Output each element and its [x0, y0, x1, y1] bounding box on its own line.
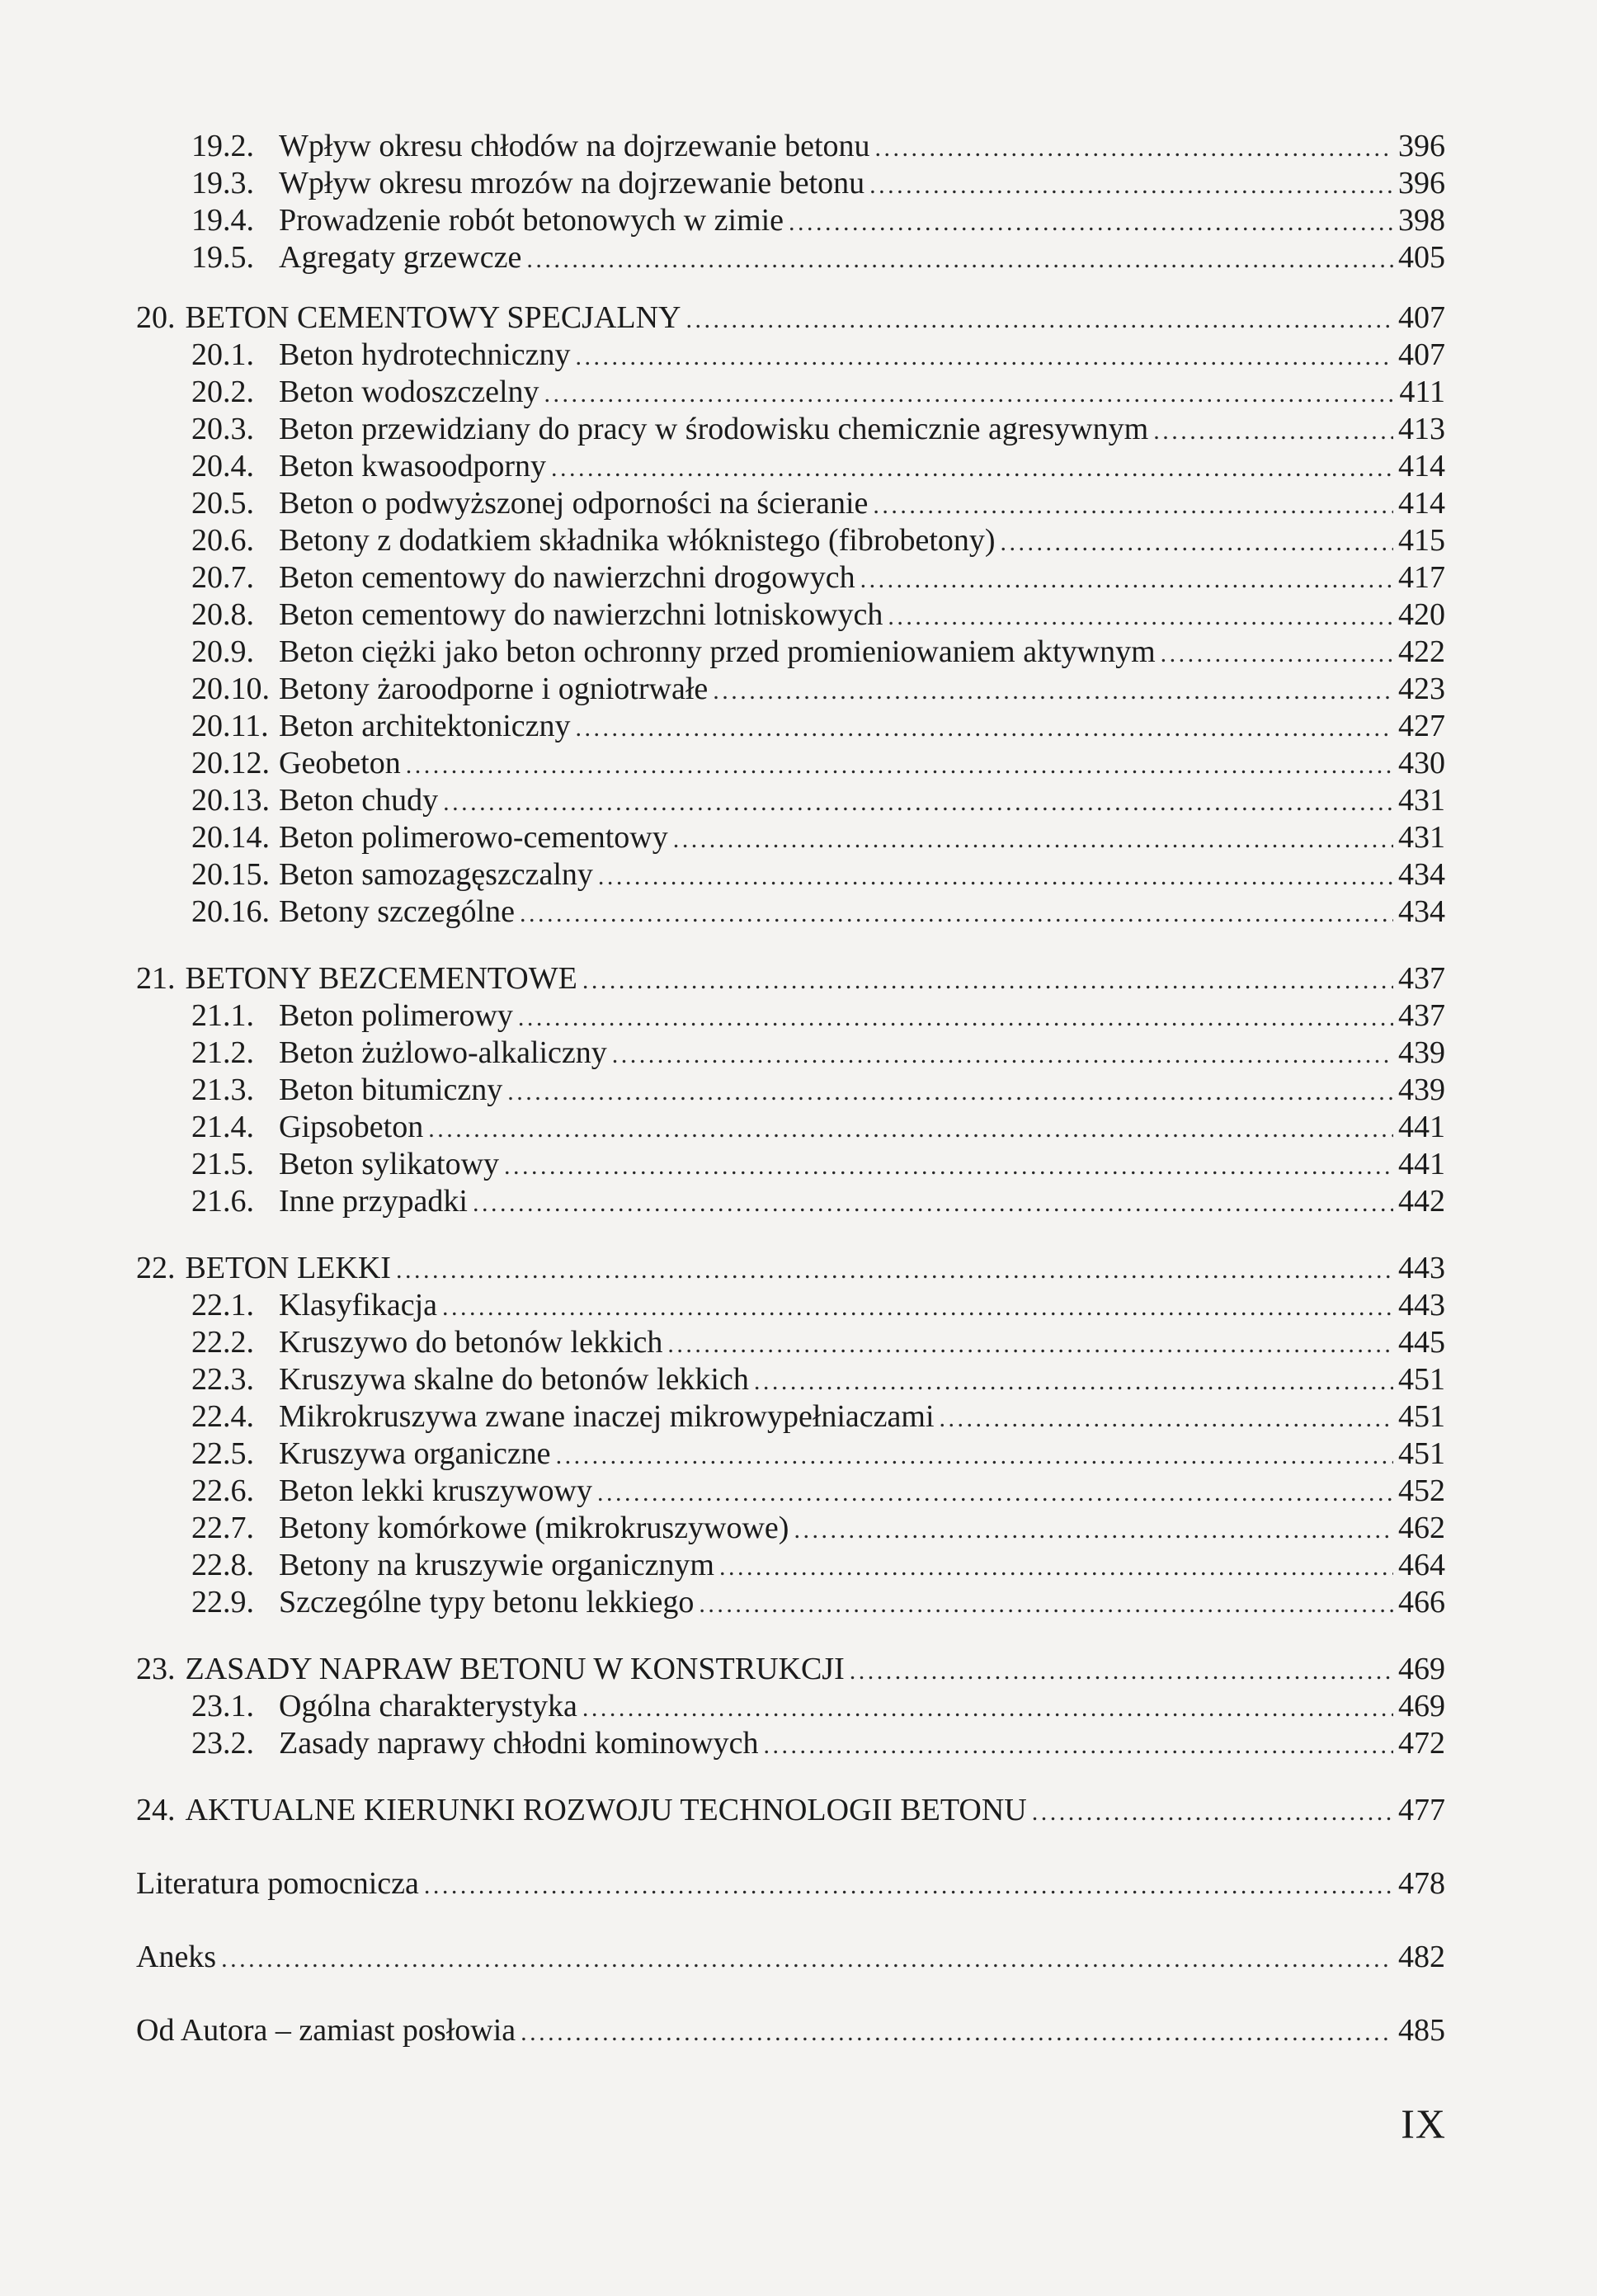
- chapter-22-sections: [136, 1287, 1445, 1621]
- section-title: Beton sylikatowy: [279, 1147, 500, 1181]
- section-number: 19.3.: [191, 166, 254, 200]
- page-number: 423: [1398, 672, 1445, 706]
- section-number: 21.2.: [191, 1035, 254, 1070]
- page-number: 442: [1398, 1184, 1445, 1219]
- toc-entry: [136, 374, 1445, 411]
- dot-leader: [673, 821, 1393, 858]
- page-number: 441: [1398, 1110, 1445, 1144]
- dot-leader: [686, 301, 1394, 338]
- page-number: 414: [1398, 449, 1445, 483]
- section-number: 20.15.: [191, 857, 270, 892]
- section-title: Wpływ okresu mrozów na dojrzewanie betonu: [279, 166, 865, 200]
- section-number: 22.5.: [191, 1436, 254, 1471]
- page-number: 396: [1398, 129, 1445, 163]
- dot-leader: [518, 999, 1393, 1036]
- page-number: 407: [1398, 337, 1445, 372]
- toc-od-autora: [136, 2012, 1445, 2049]
- section-number: 20.5.: [191, 486, 254, 521]
- section-number: 21.5.: [191, 1147, 254, 1181]
- section-title: Klasyfikacja: [279, 1288, 438, 1322]
- dot-leader: [424, 1867, 1393, 1904]
- section-title: Beton architektoniczny: [279, 709, 571, 743]
- page-number: 464: [1398, 1548, 1445, 1582]
- toc-entry: [136, 634, 1445, 671]
- page-number: 437: [1398, 961, 1445, 996]
- toc-entry: [136, 1473, 1445, 1510]
- section-number: 20.11.: [191, 709, 269, 743]
- page-number: 420: [1398, 597, 1445, 632]
- section-number: 23.2.: [191, 1726, 254, 1761]
- page-number: 469: [1398, 1689, 1445, 1723]
- section-number: 20.13.: [191, 783, 270, 818]
- section-title: Beton cementowy do nawierzchni drogowych: [279, 560, 855, 595]
- section-number: 22.9.: [191, 1585, 254, 1619]
- section-number: 20.12.: [191, 746, 270, 780]
- dot-leader: [875, 130, 1393, 167]
- section-title: Mikrokruszywa zwane inaczej mikrowypełniaczami: [279, 1399, 935, 1434]
- toc-entry-19-3: [136, 165, 1445, 202]
- page-number: 443: [1398, 1251, 1445, 1285]
- section-number: 22.6.: [191, 1473, 254, 1508]
- page-number: 439: [1398, 1035, 1445, 1070]
- dot-leader: [544, 375, 1394, 413]
- toc-entry: [136, 1688, 1445, 1725]
- toc-entry: [136, 337, 1445, 374]
- page-number: 427: [1398, 709, 1445, 743]
- section-title: Kruszywa skalne do betonów lekkich: [279, 1362, 749, 1397]
- page-number: 472: [1398, 1726, 1445, 1761]
- dot-leader: [520, 895, 1393, 932]
- toc-entry: [136, 596, 1445, 634]
- dot-leader: [598, 858, 1393, 895]
- dot-leader: [582, 962, 1393, 999]
- dot-leader: [221, 1940, 1393, 1978]
- chapter-title: AKTUALNE KIERUNKI ROZWOJU TECHNOLOGII BETONU: [185, 1793, 1027, 1827]
- section-title: Betony na kruszywie organicznym: [279, 1548, 714, 1582]
- dot-leader: [507, 1073, 1393, 1110]
- toc-entry: [136, 1436, 1445, 1473]
- page-number: 398: [1398, 203, 1445, 238]
- dot-leader: [699, 1586, 1393, 1623]
- dot-leader: [713, 672, 1393, 710]
- toc-entry: [136, 1072, 1445, 1109]
- toc-entry: [136, 1361, 1445, 1398]
- section-number: 21.6.: [191, 1184, 254, 1219]
- section-title: Beton ciężki jako beton ochronny przed promieniowaniem aktywnym: [279, 634, 1156, 669]
- section-title: Beton lekki kruszywowy: [279, 1473, 592, 1508]
- dot-leader: [551, 450, 1393, 487]
- toc-entry: [136, 856, 1445, 893]
- toc-entry: [136, 411, 1445, 448]
- chapter-title: ZASADY NAPRAW BETONU W KONSTRUKCJI: [185, 1652, 845, 1686]
- toc-entry-19-2: [136, 128, 1445, 165]
- page-number: 451: [1398, 1436, 1445, 1471]
- section-number: 20.8.: [191, 597, 254, 632]
- section-number: 19.2.: [191, 129, 254, 163]
- toc-entry: [136, 893, 1445, 931]
- dot-leader: [1032, 1794, 1393, 1831]
- chapter-title: BETON LEKKI: [185, 1251, 391, 1285]
- section-number: 20.10.: [191, 672, 270, 706]
- page-number: 445: [1398, 1325, 1445, 1360]
- dot-leader: [443, 784, 1393, 821]
- section-title: Beton hydrotechniczny: [279, 337, 571, 372]
- dot-leader: [754, 1363, 1393, 1400]
- toc-aneks: [136, 1939, 1445, 1976]
- page-number: 414: [1398, 486, 1445, 521]
- toc-entry: [136, 745, 1445, 782]
- page-number: 443: [1398, 1288, 1445, 1322]
- section-title: Agregaty grzewcze: [279, 240, 522, 275]
- page-number: 437: [1398, 998, 1445, 1033]
- chapter-20-sections: [136, 337, 1445, 931]
- section-title: Betony żaroodporne i ogniotrwałe: [279, 672, 709, 706]
- page-number: 407: [1398, 300, 1445, 335]
- dot-leader: [873, 487, 1393, 524]
- dot-leader: [860, 561, 1393, 598]
- section-number: 20.9.: [191, 634, 254, 669]
- section-number: 22.8.: [191, 1548, 254, 1582]
- dot-leader: [526, 241, 1393, 278]
- page-number: 434: [1398, 894, 1445, 929]
- section-title: Beton cementowy do nawierzchni lotniskowych: [279, 597, 883, 632]
- section-title: Ogólna charakterystyka: [279, 1689, 577, 1723]
- section-number: 20.14.: [191, 820, 270, 855]
- dot-leader: [612, 1036, 1393, 1073]
- section-number: 21.1.: [191, 998, 254, 1033]
- dot-leader: [556, 1437, 1393, 1474]
- section-number: 20.2.: [191, 375, 254, 409]
- section-number: 19.4.: [191, 203, 254, 238]
- dot-leader: [789, 204, 1393, 241]
- toc-entry: [136, 819, 1445, 856]
- section-number: 20.4.: [191, 449, 254, 483]
- section-number: 19.5.: [191, 240, 254, 275]
- page-number: 441: [1398, 1147, 1445, 1181]
- toc-entry: [136, 671, 1445, 708]
- page-number: 417: [1398, 560, 1445, 595]
- page-number: 431: [1398, 820, 1445, 855]
- section-title: Kruszywa organiczne: [279, 1436, 551, 1471]
- toc-entry: [136, 1035, 1445, 1072]
- section-title: Beton przewidziany do pracy w środowisku chemicznie agresywnym: [279, 412, 1149, 446]
- toc-entry: [136, 1146, 1445, 1183]
- dot-leader: [576, 710, 1394, 747]
- section-title: Betony z dodatkiem składnika włóknistego (fibrobetony): [279, 523, 996, 558]
- page-number: 422: [1398, 634, 1445, 669]
- section-title: Inne przypadki: [279, 1184, 468, 1219]
- toc-entry: [136, 1287, 1445, 1324]
- dot-leader: [396, 1252, 1393, 1289]
- page-folio: IX: [1401, 2100, 1446, 2147]
- table-of-contents: [136, 128, 1445, 2049]
- section-title: Beton wodoszczelny: [279, 375, 539, 409]
- page-number: 477: [1398, 1793, 1445, 1827]
- toc-entry: [136, 782, 1445, 819]
- section-number: 20.16.: [191, 894, 270, 929]
- toc-entry: [136, 1109, 1445, 1146]
- page-number: 451: [1398, 1399, 1445, 1434]
- toc-entry: [136, 559, 1445, 596]
- section-title: Kruszywo do betonów lekkich: [279, 1325, 663, 1360]
- page-number: 434: [1398, 857, 1445, 892]
- back-matter-title: Aneks: [136, 1940, 217, 1974]
- section-title: Beton samozagęszczalny: [279, 857, 593, 892]
- chapter-23-sections: [136, 1688, 1445, 1762]
- section-number: 21.3.: [191, 1073, 254, 1107]
- section-number: 22.3.: [191, 1362, 254, 1397]
- page-number: 431: [1398, 783, 1445, 818]
- section-title: Betony szczególne: [279, 894, 515, 929]
- dot-leader: [442, 1289, 1393, 1326]
- toc-literatura: [136, 1865, 1445, 1902]
- toc-chapter-21: [136, 960, 1445, 997]
- chapter-title: BETONY BEZCEMENTOWE: [185, 961, 577, 996]
- section-title: Beton polimerowo-cementowy: [279, 820, 668, 855]
- section-number: 23.1.: [191, 1689, 254, 1723]
- dot-leader: [582, 1690, 1393, 1727]
- chapter-21-sections: [136, 997, 1445, 1220]
- page-number: 469: [1398, 1652, 1445, 1686]
- section-number: 22.7.: [191, 1511, 254, 1545]
- section-title: Beton żużlowo-alkaliczny: [279, 1035, 607, 1070]
- section-title: Beton bitumiczny: [279, 1073, 503, 1107]
- page-number: 415: [1398, 523, 1445, 558]
- section-title: Betony komórkowe (mikrokruszywowe): [279, 1511, 789, 1545]
- dot-leader: [1001, 524, 1393, 561]
- page-number: 462: [1398, 1511, 1445, 1545]
- chapter-number: 22.: [136, 1251, 176, 1285]
- chapter-title: BETON CEMENTOWY SPECJALNY: [185, 300, 681, 335]
- dot-leader: [504, 1148, 1393, 1185]
- toc-entry: [136, 1183, 1445, 1220]
- toc-entry: [136, 1584, 1445, 1621]
- toc-entry: [136, 1547, 1445, 1584]
- toc-chapter-23: [136, 1651, 1445, 1688]
- page-number: 411: [1399, 375, 1445, 409]
- section-title: Gipsobeton: [279, 1110, 424, 1144]
- page-number: 413: [1398, 412, 1445, 446]
- toc-chapter-22: [136, 1250, 1445, 1287]
- section-number: 20.3.: [191, 412, 254, 446]
- section-title: Beton kwasoodporny: [279, 449, 547, 483]
- page-number: 482: [1398, 1940, 1445, 1974]
- toc-entry: [136, 448, 1445, 485]
- dot-leader: [576, 338, 1393, 375]
- toc-entry: [136, 1510, 1445, 1547]
- page-number: 405: [1398, 240, 1445, 275]
- dot-leader: [406, 747, 1393, 784]
- dot-leader: [763, 1727, 1393, 1764]
- dot-leader: [869, 167, 1393, 204]
- toc-entry: [136, 1324, 1445, 1361]
- chapter-number: 24.: [136, 1793, 176, 1827]
- section-title: Wpływ okresu chłodów na dojrzewanie betonu: [279, 129, 870, 163]
- section-number: 22.4.: [191, 1399, 254, 1434]
- dot-leader: [888, 598, 1393, 635]
- section-number: 22.2.: [191, 1325, 254, 1360]
- section-title: Geobeton: [279, 746, 401, 780]
- section-title: Zasady naprawy chłodni kominowych: [279, 1726, 759, 1761]
- section-title: Beton polimerowy: [279, 998, 513, 1033]
- chapter-number: 21.: [136, 961, 176, 996]
- toc-entry: [136, 485, 1445, 522]
- page-number: 451: [1398, 1362, 1445, 1397]
- toc-entry: [136, 1398, 1445, 1436]
- chapter-number: 20.: [136, 300, 176, 335]
- page-number: 439: [1398, 1073, 1445, 1107]
- toc-chapter-20: [136, 299, 1445, 337]
- page-number: 430: [1398, 746, 1445, 780]
- toc-entry-19-5: [136, 239, 1445, 276]
- page-number: 396: [1398, 166, 1445, 200]
- dot-leader: [428, 1110, 1393, 1148]
- toc-entry: [136, 1725, 1445, 1762]
- section-number: 21.4.: [191, 1110, 254, 1144]
- section-title: Prowadzenie robót betonowych w zimie: [279, 203, 784, 238]
- back-matter-title: Od Autora – zamiast posłowia: [136, 2013, 516, 2048]
- section-number: 20.7.: [191, 560, 254, 595]
- toc-chapter-24: [136, 1792, 1445, 1829]
- dot-leader: [850, 1652, 1393, 1690]
- dot-leader: [1153, 413, 1393, 450]
- toc-entry: [136, 522, 1445, 559]
- section-number: 20.1.: [191, 337, 254, 372]
- dot-leader: [719, 1549, 1393, 1586]
- page-number: 466: [1398, 1585, 1445, 1619]
- dot-leader: [521, 2014, 1393, 2051]
- section-number: 20.6.: [191, 523, 254, 558]
- page-number: 485: [1398, 2013, 1445, 2048]
- dot-leader: [940, 1400, 1393, 1437]
- section-title: Beton o podwyższonej odporności na ścieranie: [279, 486, 869, 521]
- dot-leader: [667, 1326, 1393, 1363]
- toc-entry-19-4: [136, 202, 1445, 239]
- section-title: Beton chudy: [279, 783, 439, 818]
- section-title: Szczególne typy betonu lekkiego: [279, 1585, 695, 1619]
- dot-leader: [794, 1511, 1393, 1549]
- page-number: 478: [1398, 1866, 1445, 1901]
- dot-leader: [597, 1474, 1393, 1511]
- dot-leader: [1161, 635, 1393, 672]
- chapter-number: 23.: [136, 1652, 176, 1686]
- back-matter-title: Literatura pomocnicza: [136, 1866, 419, 1901]
- toc-entry: [136, 997, 1445, 1035]
- toc-entry: [136, 708, 1445, 745]
- dot-leader: [473, 1185, 1393, 1222]
- section-number: 22.1.: [191, 1288, 254, 1322]
- page-number: 452: [1398, 1473, 1445, 1508]
